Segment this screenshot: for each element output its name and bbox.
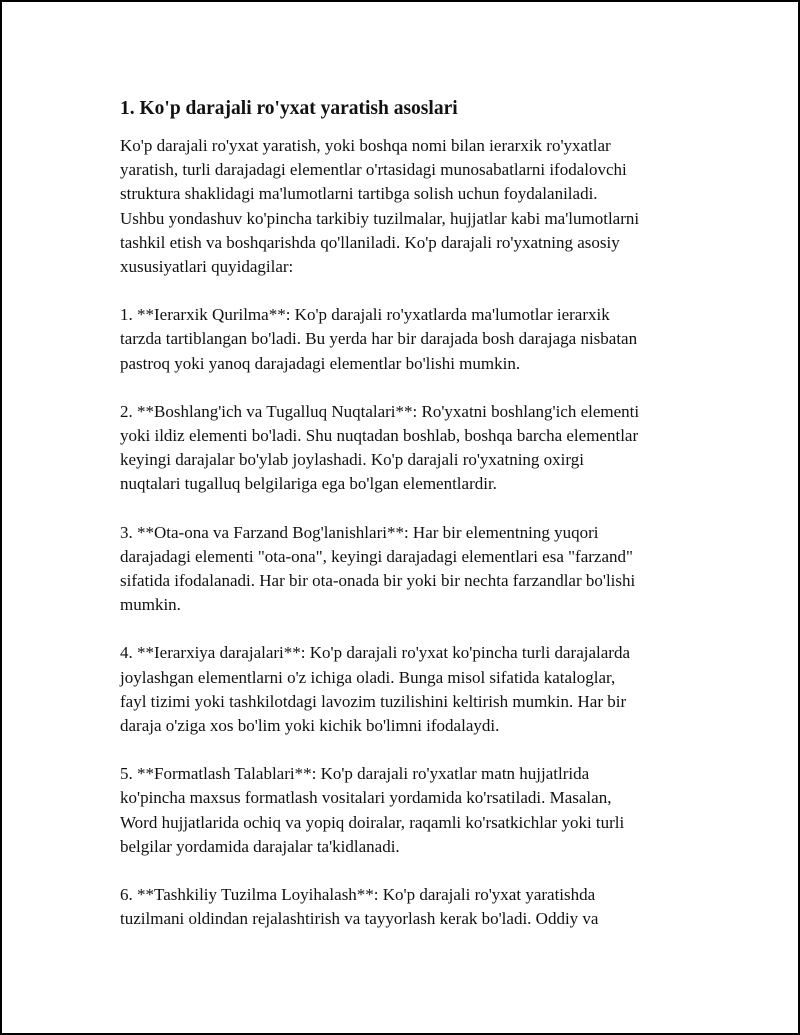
text-line: yaratish, turli darajadagi elementlar o'rtasidagi munosabatlarni ifodalovchi <box>120 160 627 180</box>
text-line: struktura shaklidagi ma'lumotlarni tartibga solish uchun foydalaniladi. <box>120 184 598 204</box>
text-line: joylashgan elementlarni o'z ichiga oladi. Bunga misol sifatida kataloglar, <box>120 667 616 687</box>
list-item-paragraph <box>120 762 692 859</box>
text-line: keyingi darajalar bo'ylab joylashadi. Ko'p darajali ro'yxatning oxirgi <box>120 450 584 470</box>
text-line: mumkin. <box>120 595 181 615</box>
text-line: xususiyatlari quyidagilar: <box>120 257 294 277</box>
list-item-paragraph <box>120 521 692 618</box>
list-item-paragraph <box>120 400 692 497</box>
text-line: tarzda tartiblangan bo'ladi. Bu yerda har bir darajada bosh darajaga nisbatan <box>120 329 638 349</box>
text-line: fayl tizimi yoki tashkilotdagi lavozim tuzilishini keltirish mumkin. Har bir <box>120 691 627 711</box>
intro-paragraph <box>120 134 692 279</box>
text-line: sifatida ifodalanadi. Har bir ota-onada bir yoki bir nechta farzandlar bo'lishi <box>120 571 636 591</box>
text-line: daraja o'ziga xos bo'lim yoki kichik bo'limni ifodalaydi. <box>120 716 500 736</box>
list-item-paragraph <box>120 641 692 738</box>
text-line: belgilar yordamida darajalar ta'kidlanadi. <box>120 836 400 856</box>
text-line: tashkil etish va boshqarishda qo'llaniladi. Ko'p darajali ro'yxatning asosiy <box>120 232 620 252</box>
list-item-paragraph <box>120 303 692 376</box>
text-line: 5. **Formatlash Talablari**: Ko'p darajali ro'yxatlar matn hujjatlrida <box>120 764 590 784</box>
text-line: Ko'p darajali ro'yxat yaratish, yoki boshqa nomi bilan ierarxik ro'yxatlar <box>120 136 611 155</box>
text-line: tuzilmani oldindan rejalashtirish va tayyorlash kerak bo'ladi. Oddiy va <box>120 909 599 929</box>
text-line: yoki ildiz elementi bo'ladi. Shu nuqtadan boshlab, boshqa barcha elementlar <box>120 426 639 446</box>
text-line: 1. **Ierarxik Qurilma**: Ko'p darajali ro'yxatlarda ma'lumotlar ierarxik <box>120 305 610 325</box>
text-line: 2. **Boshlang'ich va Tugalluq Nuqtalari**: Ro'yxatni boshlang'ich elementi <box>120 401 640 421</box>
section-heading: 1. Ko'p darajali ro'yxat yaratish asoslari <box>120 98 458 119</box>
text-line: darajadagi elementi "ota-ona", keyingi darajadagi elementlari esa "farzand" <box>120 546 633 566</box>
text-line: Word hujjatlarida ochiq va yopiq doiralar, raqamli ko'rsatkichlar yoki turli <box>120 812 625 832</box>
text-line: Ushbu yondashuv ko'pincha tarkibiy tuzilmalar, hujjatlar kabi ma'lumotlarni <box>120 208 640 228</box>
text-line: 4. **Ierarxiya darajalari**: Ko'p darajali ro'yxat ko'pincha turli darajalarda <box>120 643 630 663</box>
text-line: 3. **Ota-ona va Farzand Bog'lanishlari**: Har bir elementning yuqori <box>120 522 599 542</box>
text-line: 6. **Tashkiliy Tuzilma Loyihalash**: Ko'p darajali ro'yxat yaratishda <box>120 885 596 905</box>
document-content <box>120 96 692 955</box>
text-line: nuqtalari tugalluq belgilariga ega bo'lgan elementlardir. <box>120 474 497 494</box>
text-line: ko'pincha maxsus formatlash vositalari yordamida ko'rsatiladi. Masalan, <box>120 788 612 808</box>
text-line: pastroq yoki yanoq darajadagi elementlar bo'lishi mumkin. <box>120 353 521 373</box>
list-item-paragraph <box>120 883 692 931</box>
